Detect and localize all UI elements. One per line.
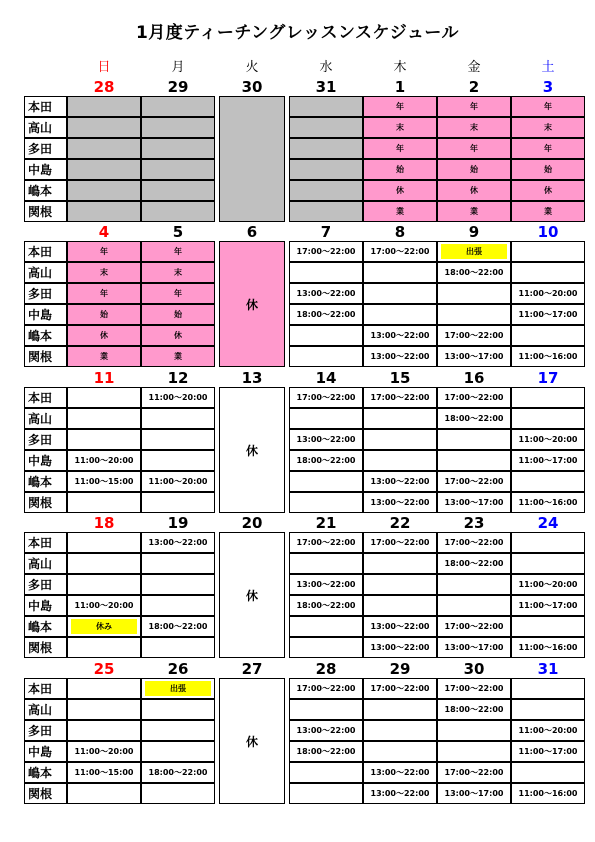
staff-name: 高山 [24, 408, 67, 429]
schedule-cell [67, 138, 141, 159]
schedule-cell: 13:00～22:00 [289, 429, 363, 450]
day-of-week-header [0, 56, 595, 75]
schedule-cell [511, 241, 585, 262]
date-number: 21 [315, 514, 337, 532]
schedule-cell: 18:00～22:00 [141, 762, 215, 783]
staff-name: 本田 [24, 387, 67, 408]
schedule-cell: 18:00～22:00 [437, 699, 511, 720]
schedule-cell: 11:00～20:00 [141, 387, 215, 408]
schedule-cell: 11:00～15:00 [67, 762, 141, 783]
schedule-cell [67, 159, 141, 180]
schedule-cell [511, 387, 585, 408]
schedule-cell: 13:00～22:00 [363, 346, 437, 367]
schedule-cell [67, 429, 141, 450]
schedule-cell: 18:00～22:00 [437, 553, 511, 574]
schedule-cell: 13:00～22:00 [363, 325, 437, 346]
schedule-cell: 11:00～15:00 [67, 471, 141, 492]
schedule-cell: 13:00～22:00 [289, 283, 363, 304]
date-number: 23 [463, 514, 485, 532]
date-number: 28 [93, 78, 115, 96]
schedule-cell: 末 [511, 117, 585, 138]
schedule-cell [67, 574, 141, 595]
staff-name: 高山 [24, 117, 67, 138]
schedule-cell [363, 408, 437, 429]
date-number: 11 [93, 369, 115, 387]
schedule-cell [67, 637, 141, 658]
schedule-cell: 18:00～22:00 [437, 408, 511, 429]
date-number: 27 [241, 660, 263, 678]
date-number: 2 [468, 78, 480, 96]
date-number: 31 [315, 78, 337, 96]
schedule-cell [511, 699, 585, 720]
schedule-cell [289, 180, 363, 201]
schedule-cell [363, 429, 437, 450]
schedule-cell [289, 699, 363, 720]
schedule-cell [141, 574, 215, 595]
schedule-cell: 休 [511, 180, 585, 201]
date-row [0, 223, 595, 241]
schedule-cell [437, 595, 511, 616]
schedule-cell: 11:00～16:00 [511, 346, 585, 367]
schedule-cell [289, 637, 363, 658]
date-number: 12 [167, 369, 189, 387]
staff-name: 多田 [24, 283, 67, 304]
schedule-cell [141, 138, 215, 159]
day-of-week-1: 月 [171, 60, 185, 75]
staff-name: 本田 [24, 241, 67, 262]
staff-name: 本田 [24, 532, 67, 553]
schedule-cell: 13:00～17:00 [437, 492, 511, 513]
holiday-cell [219, 96, 285, 222]
schedule-cell [511, 762, 585, 783]
schedule-cell: 11:00～17:00 [511, 450, 585, 471]
schedule-cell [141, 96, 215, 117]
date-number: 30 [241, 78, 263, 96]
date-number: 3 [542, 78, 554, 96]
schedule-cell: 17:00～22:00 [289, 241, 363, 262]
staff-name: 関根 [24, 201, 67, 222]
schedule-cell [67, 783, 141, 804]
schedule-cell: 業 [67, 346, 141, 367]
schedule-cell: 17:00～22:00 [363, 678, 437, 699]
schedule-cell: 11:00～20:00 [511, 283, 585, 304]
schedule-cell: 年 [511, 96, 585, 117]
schedule-cell: 始 [67, 304, 141, 325]
schedule-cell [363, 450, 437, 471]
date-number: 25 [93, 660, 115, 678]
staff-name: 中島 [24, 595, 67, 616]
schedule-cell [141, 492, 215, 513]
schedule-cell: 13:00～22:00 [363, 762, 437, 783]
staff-name: 嶋本 [24, 180, 67, 201]
schedule-cell [141, 553, 215, 574]
staff-name: 嶋本 [24, 325, 67, 346]
schedule-cell: 11:00～20:00 [67, 741, 141, 762]
schedule-cell [67, 532, 141, 553]
schedule-cell: 17:00～22:00 [437, 678, 511, 699]
date-number: 1 [394, 78, 406, 96]
date-number: 15 [389, 369, 411, 387]
schedule-cell [289, 262, 363, 283]
schedule-cell [363, 304, 437, 325]
schedule-cell: 休 [437, 180, 511, 201]
staff-name: 高山 [24, 262, 67, 283]
schedule-cell [141, 450, 215, 471]
staff-name: 本田 [24, 678, 67, 699]
schedule-cell [289, 471, 363, 492]
schedule-cell: 13:00～22:00 [289, 720, 363, 741]
schedule-cell: 18:00～22:00 [289, 450, 363, 471]
schedule-cell: 年 [141, 241, 215, 262]
schedule-cell: 17:00～22:00 [437, 762, 511, 783]
schedule-cell [67, 720, 141, 741]
date-number: 24 [537, 514, 559, 532]
day-of-week-3: 水 [319, 60, 333, 75]
schedule-cell: 17:00～22:00 [437, 387, 511, 408]
schedule-cell [511, 553, 585, 574]
schedule-cell: 18:00～22:00 [141, 616, 215, 637]
staff-name: 多田 [24, 138, 67, 159]
highlight-label: 出張 [441, 244, 507, 259]
schedule-cell: 年 [363, 96, 437, 117]
schedule-cell: 11:00～20:00 [141, 471, 215, 492]
schedule-cell: 18:00～22:00 [289, 304, 363, 325]
date-number: 5 [172, 223, 184, 241]
schedule-cell: 年 [511, 138, 585, 159]
schedule-cell [437, 720, 511, 741]
staff-name: 関根 [24, 492, 67, 513]
schedule-cell [363, 283, 437, 304]
schedule-cell: 始 [437, 159, 511, 180]
holiday-cell: 休 [219, 241, 285, 367]
schedule-cell: 年 [437, 138, 511, 159]
schedule-cell: 13:00～22:00 [363, 616, 437, 637]
schedule-cell: 13:00～22:00 [363, 492, 437, 513]
date-number: 4 [98, 223, 110, 241]
schedule-cell [289, 616, 363, 637]
date-number: 9 [468, 223, 480, 241]
staff-name: 関根 [24, 637, 67, 658]
staff-name: 中島 [24, 159, 67, 180]
schedule-cell [511, 532, 585, 553]
date-number: 31 [537, 660, 559, 678]
schedule-cell [437, 304, 511, 325]
schedule-cell [67, 678, 141, 699]
schedule-cell [289, 346, 363, 367]
schedule-cell [289, 783, 363, 804]
schedule-cell: 年 [67, 283, 141, 304]
schedule-cell [67, 96, 141, 117]
staff-name: 本田 [24, 96, 67, 117]
schedule-cell [67, 117, 141, 138]
schedule-cell [363, 720, 437, 741]
schedule-cell: 末 [363, 117, 437, 138]
schedule-cell [141, 180, 215, 201]
schedule-cell [511, 408, 585, 429]
schedule-cell [141, 783, 215, 804]
schedule-cell: 13:00～22:00 [363, 783, 437, 804]
schedule-cell [363, 553, 437, 574]
staff-name: 高山 [24, 699, 67, 720]
date-number: 30 [463, 660, 485, 678]
schedule-cell: 業 [437, 201, 511, 222]
date-number: 7 [320, 223, 332, 241]
schedule-cell [511, 471, 585, 492]
staff-name: 多田 [24, 574, 67, 595]
schedule-cell: 13:00～22:00 [363, 637, 437, 658]
schedule-cell: 始 [141, 304, 215, 325]
staff-name: 嶋本 [24, 762, 67, 783]
date-number: 29 [389, 660, 411, 678]
schedule-cell: 業 [141, 346, 215, 367]
date-number: 14 [315, 369, 337, 387]
date-number: 18 [93, 514, 115, 532]
schedule-cell: 17:00～22:00 [437, 532, 511, 553]
schedule-cell: 13:00～22:00 [141, 532, 215, 553]
schedule-cell: 休 [67, 325, 141, 346]
date-number: 13 [241, 369, 263, 387]
schedule-cell: 13:00～17:00 [437, 637, 511, 658]
schedule-cell [437, 574, 511, 595]
schedule-cell [141, 678, 215, 699]
highlight-label: 出張 [145, 681, 211, 696]
staff-name: 多田 [24, 720, 67, 741]
staff-name: 中島 [24, 450, 67, 471]
staff-name: 中島 [24, 304, 67, 325]
schedule-cell: 13:00～17:00 [437, 783, 511, 804]
holiday-cell: 休 [219, 387, 285, 513]
day-of-week-6: 土 [541, 60, 555, 75]
schedule-cell: 末 [141, 262, 215, 283]
schedule-cell [289, 325, 363, 346]
schedule-cell [141, 201, 215, 222]
holiday-cell: 休 [219, 678, 285, 804]
schedule-cell: 13:00～22:00 [289, 574, 363, 595]
schedule-cell: 末 [437, 117, 511, 138]
schedule-cell [67, 387, 141, 408]
schedule-cell: 始 [363, 159, 437, 180]
schedule-cell [437, 450, 511, 471]
schedule-cell: 年 [437, 96, 511, 117]
schedule-cell: 13:00～17:00 [437, 346, 511, 367]
schedule-cell [141, 595, 215, 616]
schedule-cell: 17:00～22:00 [437, 471, 511, 492]
schedule-cell: 17:00～22:00 [437, 616, 511, 637]
date-row [0, 78, 595, 96]
staff-name: 嶋本 [24, 616, 67, 637]
schedule-cell [67, 201, 141, 222]
schedule-cell [141, 117, 215, 138]
schedule-cell [437, 241, 511, 262]
schedule-cell: 11:00～20:00 [67, 450, 141, 471]
schedule-cell [289, 117, 363, 138]
schedule-cell [141, 429, 215, 450]
schedule-cell [289, 138, 363, 159]
schedule-cell [511, 616, 585, 637]
schedule-cell [363, 699, 437, 720]
schedule-cell [141, 741, 215, 762]
schedule-cell [289, 762, 363, 783]
schedule-cell [67, 616, 141, 637]
schedule-cell: 17:00～22:00 [363, 532, 437, 553]
schedule-cell: 17:00～22:00 [289, 678, 363, 699]
schedule-cell: 11:00～17:00 [511, 304, 585, 325]
staff-name: 高山 [24, 553, 67, 574]
schedule-cell: 13:00～22:00 [363, 471, 437, 492]
schedule-cell [511, 678, 585, 699]
schedule-cell [289, 553, 363, 574]
schedule-cell [289, 492, 363, 513]
date-number: 8 [394, 223, 406, 241]
staff-name: 多田 [24, 429, 67, 450]
schedule-cell: 業 [363, 201, 437, 222]
date-number: 10 [537, 223, 559, 241]
schedule-cell [437, 429, 511, 450]
schedule-cell: 末 [67, 262, 141, 283]
date-row [0, 514, 595, 532]
date-number: 19 [167, 514, 189, 532]
schedule-cell: 11:00～20:00 [511, 574, 585, 595]
schedule-cell: 年 [363, 138, 437, 159]
schedule-cell [67, 699, 141, 720]
schedule-cell [363, 574, 437, 595]
day-of-week-2: 火 [245, 60, 259, 75]
schedule-cell [141, 637, 215, 658]
date-number: 22 [389, 514, 411, 532]
schedule-cell [363, 595, 437, 616]
schedule-cell: 始 [511, 159, 585, 180]
schedule-cell: 17:00～22:00 [437, 325, 511, 346]
schedule-cell [141, 699, 215, 720]
schedule-cell: 11:00～16:00 [511, 492, 585, 513]
schedule-cell: 17:00～22:00 [289, 387, 363, 408]
day-of-week-4: 木 [393, 60, 407, 75]
schedule-cell: 18:00～22:00 [289, 595, 363, 616]
page-title: 1月度ティーチングレッスンスケジュール [135, 23, 460, 43]
schedule-cell [67, 408, 141, 429]
staff-name: 関根 [24, 783, 67, 804]
schedule-cell [289, 159, 363, 180]
date-row [0, 660, 595, 678]
schedule-cell: 11:00～17:00 [511, 595, 585, 616]
schedule-cell: 17:00～22:00 [363, 241, 437, 262]
highlight-label: 休み [71, 619, 137, 634]
schedule-cell [67, 180, 141, 201]
schedule-cell: 17:00～22:00 [289, 532, 363, 553]
schedule-cell: 17:00～22:00 [363, 387, 437, 408]
date-number: 20 [241, 514, 263, 532]
schedule-cell [141, 408, 215, 429]
schedule-cell [141, 720, 215, 741]
date-row [0, 369, 595, 387]
schedule-cell [511, 262, 585, 283]
schedule-cell: 18:00～22:00 [437, 262, 511, 283]
schedule-cell: 11:00～20:00 [511, 720, 585, 741]
schedule-cell [363, 741, 437, 762]
schedule-cell [289, 201, 363, 222]
schedule-cell [289, 96, 363, 117]
staff-name: 嶋本 [24, 471, 67, 492]
day-of-week-5: 金 [467, 60, 481, 75]
schedule-cell [363, 262, 437, 283]
schedule-cell [67, 492, 141, 513]
schedule-cell: 業 [511, 201, 585, 222]
schedule-cell: 年 [67, 241, 141, 262]
schedule-cell [437, 741, 511, 762]
schedule-cell [289, 408, 363, 429]
date-number: 6 [246, 223, 258, 241]
staff-name: 関根 [24, 346, 67, 367]
schedule-cell [511, 325, 585, 346]
date-number: 29 [167, 78, 189, 96]
schedule-cell [67, 553, 141, 574]
schedule-cell: 11:00～17:00 [511, 741, 585, 762]
holiday-cell: 休 [219, 532, 285, 658]
date-number: 17 [537, 369, 559, 387]
schedule-cell: 11:00～20:00 [511, 429, 585, 450]
schedule-cell [141, 159, 215, 180]
schedule-cell: 11:00～16:00 [511, 783, 585, 804]
date-number: 16 [463, 369, 485, 387]
schedule-cell: 年 [141, 283, 215, 304]
schedule-cell: 休 [141, 325, 215, 346]
staff-name: 中島 [24, 741, 67, 762]
day-of-week-0: 日 [97, 60, 111, 75]
schedule-cell [437, 283, 511, 304]
schedule-cell: 11:00～16:00 [511, 637, 585, 658]
schedule-cell: 休 [363, 180, 437, 201]
schedule-cell: 18:00～22:00 [289, 741, 363, 762]
schedule-cell: 11:00～20:00 [67, 595, 141, 616]
date-number: 26 [167, 660, 189, 678]
date-number: 28 [315, 660, 337, 678]
